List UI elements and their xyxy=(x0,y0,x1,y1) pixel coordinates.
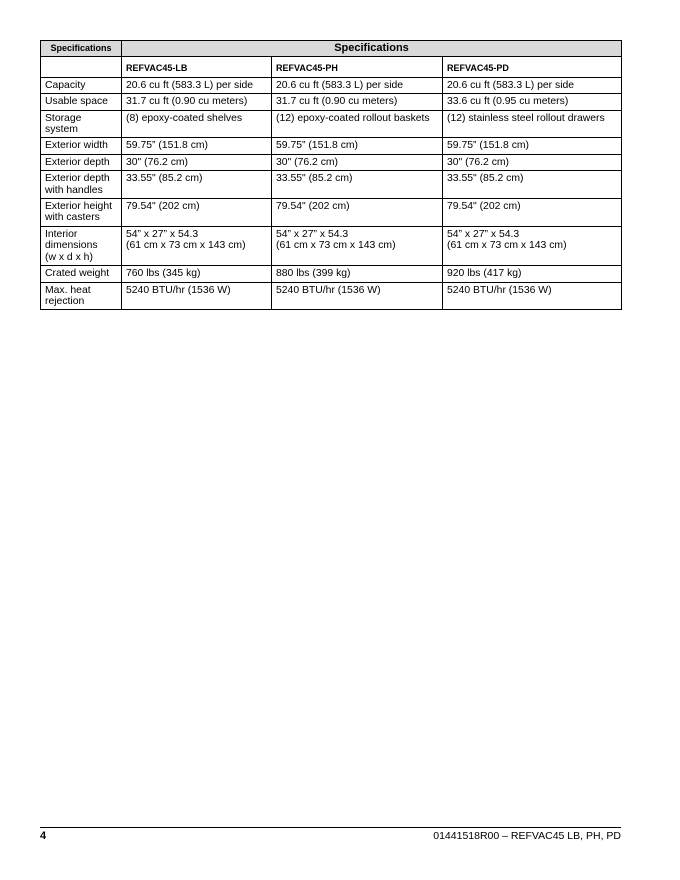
row-value: (12) epoxy-coated rollout baskets xyxy=(272,110,443,138)
footer-divider xyxy=(40,827,621,828)
page-number: 4 xyxy=(40,830,47,842)
row-value: 31.7 cu ft (0.90 cu meters) xyxy=(122,94,272,110)
row-value: 5240 BTU/hr (1536 W) xyxy=(122,282,272,310)
row-value: 30" (76.2 cm) xyxy=(122,154,272,170)
row-label: Storage system xyxy=(41,110,122,138)
row-value: (12) stainless steel rollout drawers xyxy=(443,110,622,138)
row-value: 760 lbs (345 kg) xyxy=(122,266,272,282)
table-header-row xyxy=(41,41,622,57)
row-value: 880 lbs (399 kg) xyxy=(272,266,443,282)
row-value: 79.54" (202 cm) xyxy=(272,199,443,227)
row-label: Exterior height with casters xyxy=(41,199,122,227)
row-value: 20.6 cu ft (583.3 L) per side xyxy=(443,77,622,93)
row-value: 33.55" (85.2 cm) xyxy=(443,171,622,199)
row-label: Crated weight xyxy=(41,266,122,282)
row-value: (8) epoxy-coated shelves xyxy=(122,110,272,138)
model-header-pd: REFVAC45-PD xyxy=(443,57,622,77)
model-header-ph: REFVAC45-PH xyxy=(272,57,443,77)
row-label: Interior dimensions (w x d x h) xyxy=(41,226,122,265)
row-value: 33.55" (85.2 cm) xyxy=(122,171,272,199)
row-label: Exterior depth with handles xyxy=(41,171,122,199)
row-label: Capacity xyxy=(41,77,122,93)
row-value: 30" (76.2 cm) xyxy=(272,154,443,170)
specifications-table xyxy=(40,40,622,310)
row-value: 920 lbs (417 kg) xyxy=(443,266,622,282)
row-label: Max. heat rejection xyxy=(41,282,122,310)
header-title-cell: Specifications xyxy=(122,41,622,57)
table-row xyxy=(41,282,622,310)
table-row xyxy=(41,110,622,138)
row-value: 20.6 cu ft (583.3 L) per side xyxy=(272,77,443,93)
row-value: 33.55" (85.2 cm) xyxy=(272,171,443,199)
table-row xyxy=(41,199,622,227)
table-row xyxy=(41,226,622,265)
table-row xyxy=(41,266,622,282)
header-corner-cell: Specifications xyxy=(41,41,122,57)
row-value: 59.75” (151.8 cm) xyxy=(122,138,272,154)
document-id: 01441518R00 – REFVAC45 LB, PH, PD xyxy=(433,830,621,842)
row-label: Exterior width xyxy=(41,138,122,154)
row-value: 30" (76.2 cm) xyxy=(443,154,622,170)
row-value: 79.54" (202 cm) xyxy=(443,199,622,227)
row-value: 54” x 27” x 54.3 (61 cm x 73 cm x 143 cm) xyxy=(443,226,622,265)
row-value: 59.75” (151.8 cm) xyxy=(272,138,443,154)
model-header-lb: REFVAC45-LB xyxy=(122,57,272,77)
table-row xyxy=(41,171,622,199)
row-label: Exterior depth xyxy=(41,154,122,170)
table-row xyxy=(41,77,622,93)
model-header-empty xyxy=(41,57,122,77)
row-value: 20.6 cu ft (583.3 L) per side xyxy=(122,77,272,93)
row-value: 54” x 27” x 54.3 (61 cm x 73 cm x 143 cm) xyxy=(122,226,272,265)
table-row xyxy=(41,138,622,154)
row-value: 79.54" (202 cm) xyxy=(122,199,272,227)
row-label: Usable space xyxy=(41,94,122,110)
row-value: 54” x 27” x 54.3 (61 cm x 73 cm x 143 cm) xyxy=(272,226,443,265)
table-row xyxy=(41,94,622,110)
table-row xyxy=(41,154,622,170)
row-value: 33.6 cu ft (0.95 cu meters) xyxy=(443,94,622,110)
row-value: 59.75” (151.8 cm) xyxy=(443,138,622,154)
row-value: 5240 BTU/hr (1536 W) xyxy=(272,282,443,310)
row-value: 5240 BTU/hr (1536 W) xyxy=(443,282,622,310)
row-value: 31.7 cu ft (0.90 cu meters) xyxy=(272,94,443,110)
model-header-row xyxy=(41,57,622,77)
